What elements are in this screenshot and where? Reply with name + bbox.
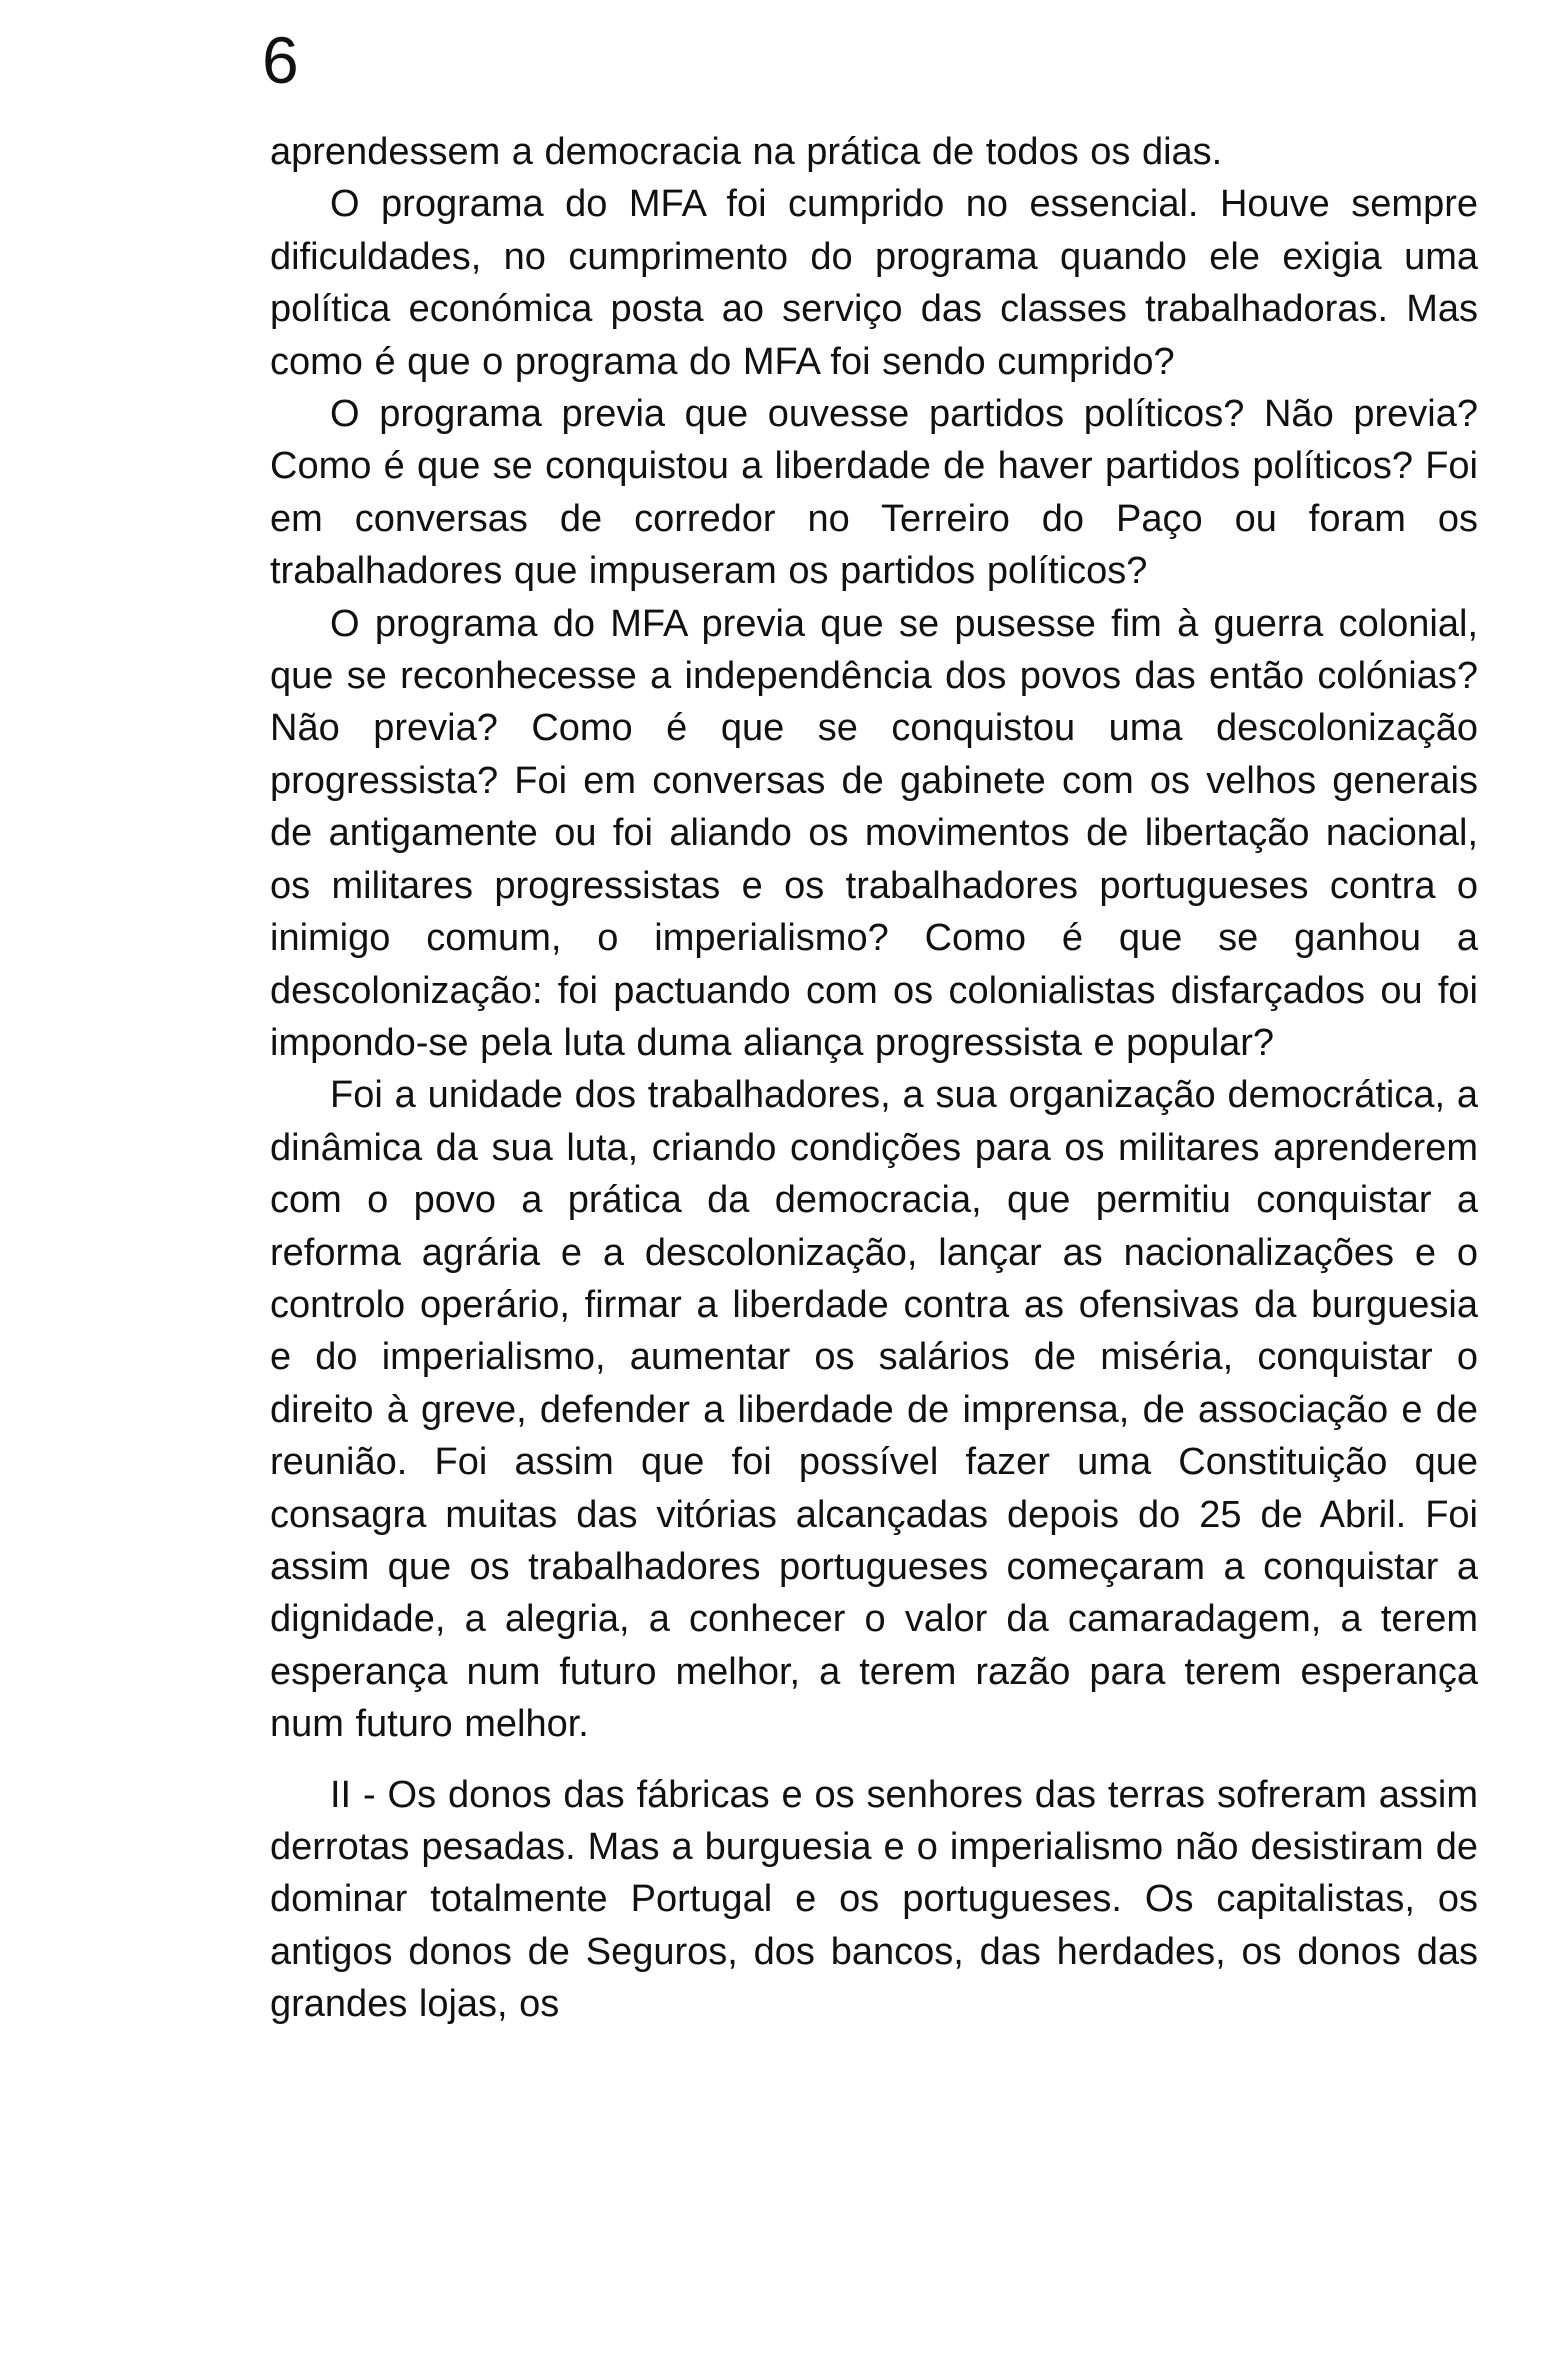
paragraph-political-parties: O programa previa que ouvesse partidos políticos? Não previa? Como é que se conquistou a liberdade de haver partidos políticos? Foi em conversas de corredor no Terreiro do Paço ou foram os trabalhadores que impuseram os partidos políticos? (270, 393, 1478, 593)
paragraph-colonial-war: O programa do MFA previa que se pusesse fim à guerra colonial, que se reconhecesse a independência dos povos das então colónias? Não previa? Como é que se conquistou uma descolonização progressista? Foi em conversas de gabinete com os velhos generais de antigamente ou foi aliando os movimentos de libertação nacional, os militares progressistas e os trabalhadores portugueses contra o inimigo comum, o imperialismo? Como é que se ganhou a descolonização: foi pactuando com os colonialistas disfarçados ou foi impondo-se pela luta duma aliança progressista e popular? (270, 602, 1478, 1064)
paragraph-workers-unity: Foi a unidade dos trabalhadores, a sua organização democrática, a dinâmica da sua luta, criando condições para os militares aprenderem com o povo a prática da democracia, que permitiu conquistar a reforma agrária e a descolonização, lançar as nacionalizações e o controlo operário, firmar a liberdade contra as ofensivas da burguesia e do imperialismo, aumentar os salários de miséria, conquistar o direito à greve, defender a liberdade de imprensa, de associação e de reunião. Foi assim que foi possível fazer uma Constituição que consagra muitas das vitórias alcançadas depois do 25 de Abril. Foi assim que os trabalhadores portugueses começaram a conquistar a dignidade, a alegria, a conhecer o valor da camaradagem, a terem esperança num futuro melhor, a terem razão para terem esperança num futuro melhor. (270, 1074, 1478, 1746)
paragraph-continuation: aprendessem a democracia na prática de todos os dias. (270, 131, 1223, 173)
text-body (270, 126, 1478, 2031)
paragraph-mfa-program: O programa do MFA foi cumprido no essencial. Houve sempre dificuldades, no cumprimento do programa quando ele exigia uma política económica posta ao serviço das classes trabalhadoras. Mas como é que o programa do MFA foi sendo cumprido? (270, 183, 1478, 383)
page-number: 6 (262, 23, 299, 97)
paragraph-section-ii: II - Os donos das fábricas e os senhores das terras sofreram assim derrotas pesadas. Mas a burguesia e o imperialismo não desistiram de dominar totalmente Portugal e os portugueses. Os capitalistas, os antigos donos de Seguros, dos bancos, das herdades, os donos das grandes lojas, os (270, 1773, 1478, 2026)
